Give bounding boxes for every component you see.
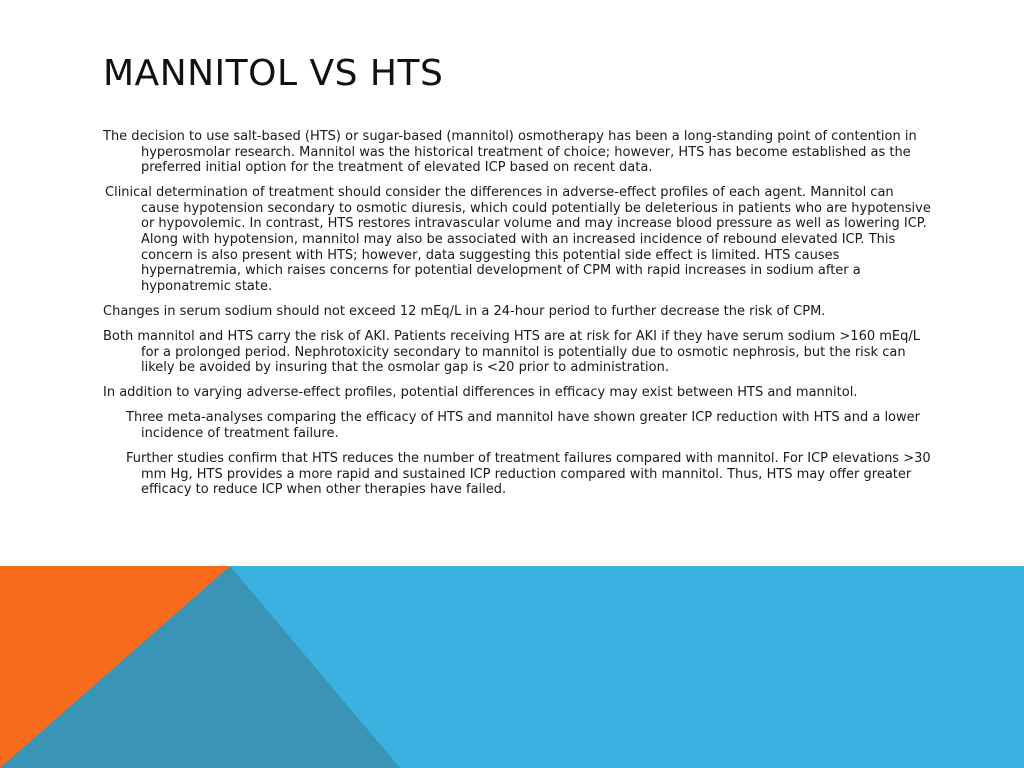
- paragraph-meta-analyses: Three meta-analyses comparing the efficacy of HTS and mannitol have shown greater ICP reduction with HTS and a lower incidence of treatment failure.: [126, 410, 920, 441]
- paragraph-aki-risk: Both mannitol and HTS carry the risk of AKI. Patients receiving HTS are at risk for AKI if they have serum sodium >160 mEq/L for a prolonged period. Nephrotoxicity secondary to mannitol is potentially due to osmotic nephrosis, but the risk can likely be avoided by insuring that the osmolar gap is <20 prior to administration.: [103, 329, 921, 376]
- paragraph-osmotherapy-decision: The decision to use salt-based (HTS) or sugar-based (mannitol) osmotherapy has been a long-standing point of contention in hyperosmolar research. Mannitol was the historical treatment of choice; however, HTS has become established as the preferred initial option for the treatment of elevated ICP based on recent data.: [103, 129, 917, 176]
- paragraph-efficacy-intro: In addition to varying adverse-effect profiles, potential differences in efficacy may exist between HTS and mannitol.: [103, 385, 858, 401]
- slide-title: MANNITOL VS HTS: [103, 53, 444, 94]
- footer-decoration: [0, 566, 1024, 768]
- slide-body: [103, 129, 933, 507]
- paragraph-sodium-limit: Changes in serum sodium should not exceed 12 mEq/L in a 24-hour period to further decrease the risk of CPM.: [103, 303, 826, 319]
- paragraph-adverse-effects: Clinical determination of treatment should consider the differences in adverse-effect profiles of each agent. Mannitol can cause hypotension secondary to osmotic diuresis, which could potentially be deleterious in patients who are hypotensive or hypovolemic. In contrast, HTS restores intravascular volume and may increase blood pressure as well as lowering ICP. Along with hypotension, mannitol may also be associated with an increased incidence of rebound elevated ICP. This concern is also present with HTS; however, data suggesting this potential side effect is limited. HTS causes hypernatremia, which raises concerns for potential development of CPM with rapid increases in sodium after a hyponatremic state.: [105, 185, 931, 294]
- paragraph-further-studies: Further studies confirm that HTS reduces the number of treatment failures compared with mannitol. For ICP elevations >30 mm Hg, HTS provides a more rapid and sustained ICP reduction compared with mannitol. Thus, HTS may offer greater efficacy to reduce ICP when other therapies have failed.: [126, 451, 931, 498]
